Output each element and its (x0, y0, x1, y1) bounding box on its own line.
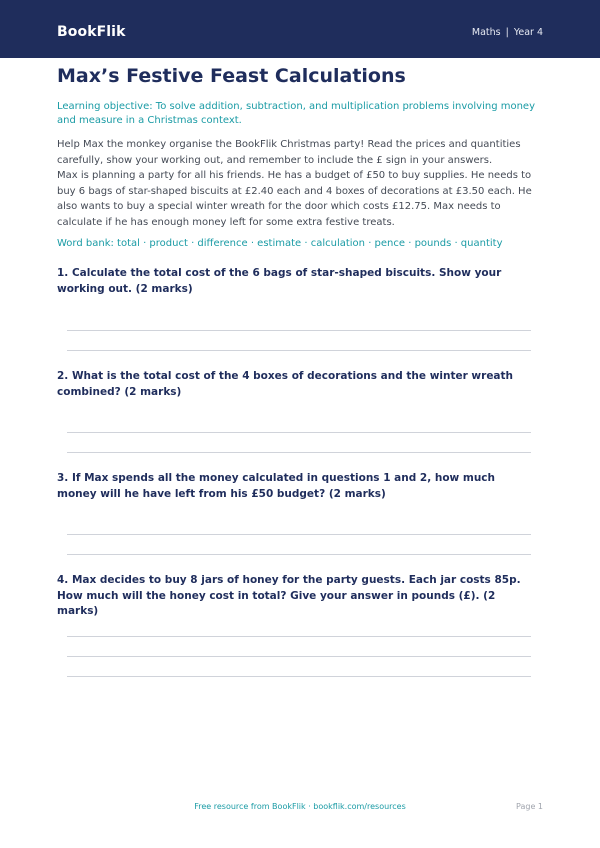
answer-line[interactable] (67, 656, 531, 657)
question-4: 4. Max decides to buy 8 jars of honey for the party guests. Each jar costs 85p. How much will the honey cost in total? Give your answer in pounds (£). (2 marks) (57, 574, 521, 617)
question-1: 1. Calculate the total cost of the 6 bags of star-shaped biscuits. Show your working out. (2 marks) (57, 267, 502, 295)
answer-line[interactable] (67, 676, 531, 677)
header-separator: | (505, 27, 509, 38)
year-label: Year 4 (513, 27, 543, 38)
story-paragraph: Max is planning a party for all his friends. He has a budget of £50 to buy supplies. He needs to buy 6 bags of star-shaped biscuits at £2.40 each and 4 boxes of decorations at £3.50 each. He also wants to buy a special winter wreath for the door which costs £12.75. Max needs to calculate if he has enough money left for some extra festive treats. (57, 170, 532, 228)
brand-logo-text: BookFlik (57, 24, 126, 40)
intro-paragraph: Help Max the monkey organise the BookFlik Christmas party! Read the prices and quantities carefully, show your working out, and remember to include the £ sign in your answers. (57, 139, 521, 166)
question-3: 3. If Max spends all the money calculated in questions 1 and 2, how much money will he have left from his £50 budget? (2 marks) (57, 472, 496, 500)
page-number: Page 1 (516, 802, 543, 811)
answer-line[interactable] (67, 554, 531, 555)
answer-line[interactable] (67, 330, 531, 331)
answer-line[interactable] (67, 534, 531, 535)
answer-line[interactable] (67, 452, 531, 453)
learning-objective: Learning objective: To solve addition, subtraction, and multiplication problems involving money and measure in a Christmas context. (57, 101, 535, 126)
page-header (0, 0, 600, 58)
footer-resource-link[interactable]: Free resource from BookFlik · bookflik.com/resources (194, 802, 406, 811)
question-2: 2. What is the total cost of the 4 boxes of decorations and the winter wreath combined? (2 marks) (57, 370, 514, 398)
word-bank: Word bank: total · product · difference · estimate · calculation · pence · pounds · quantity (57, 238, 503, 249)
subject-year-label (472, 27, 543, 39)
answer-line[interactable] (67, 350, 531, 351)
answer-line[interactable] (67, 636, 531, 637)
answer-line[interactable] (67, 432, 531, 433)
worksheet-title: Max’s Festive Feast Calculations (57, 65, 406, 87)
subject-label: Maths (471, 27, 501, 38)
